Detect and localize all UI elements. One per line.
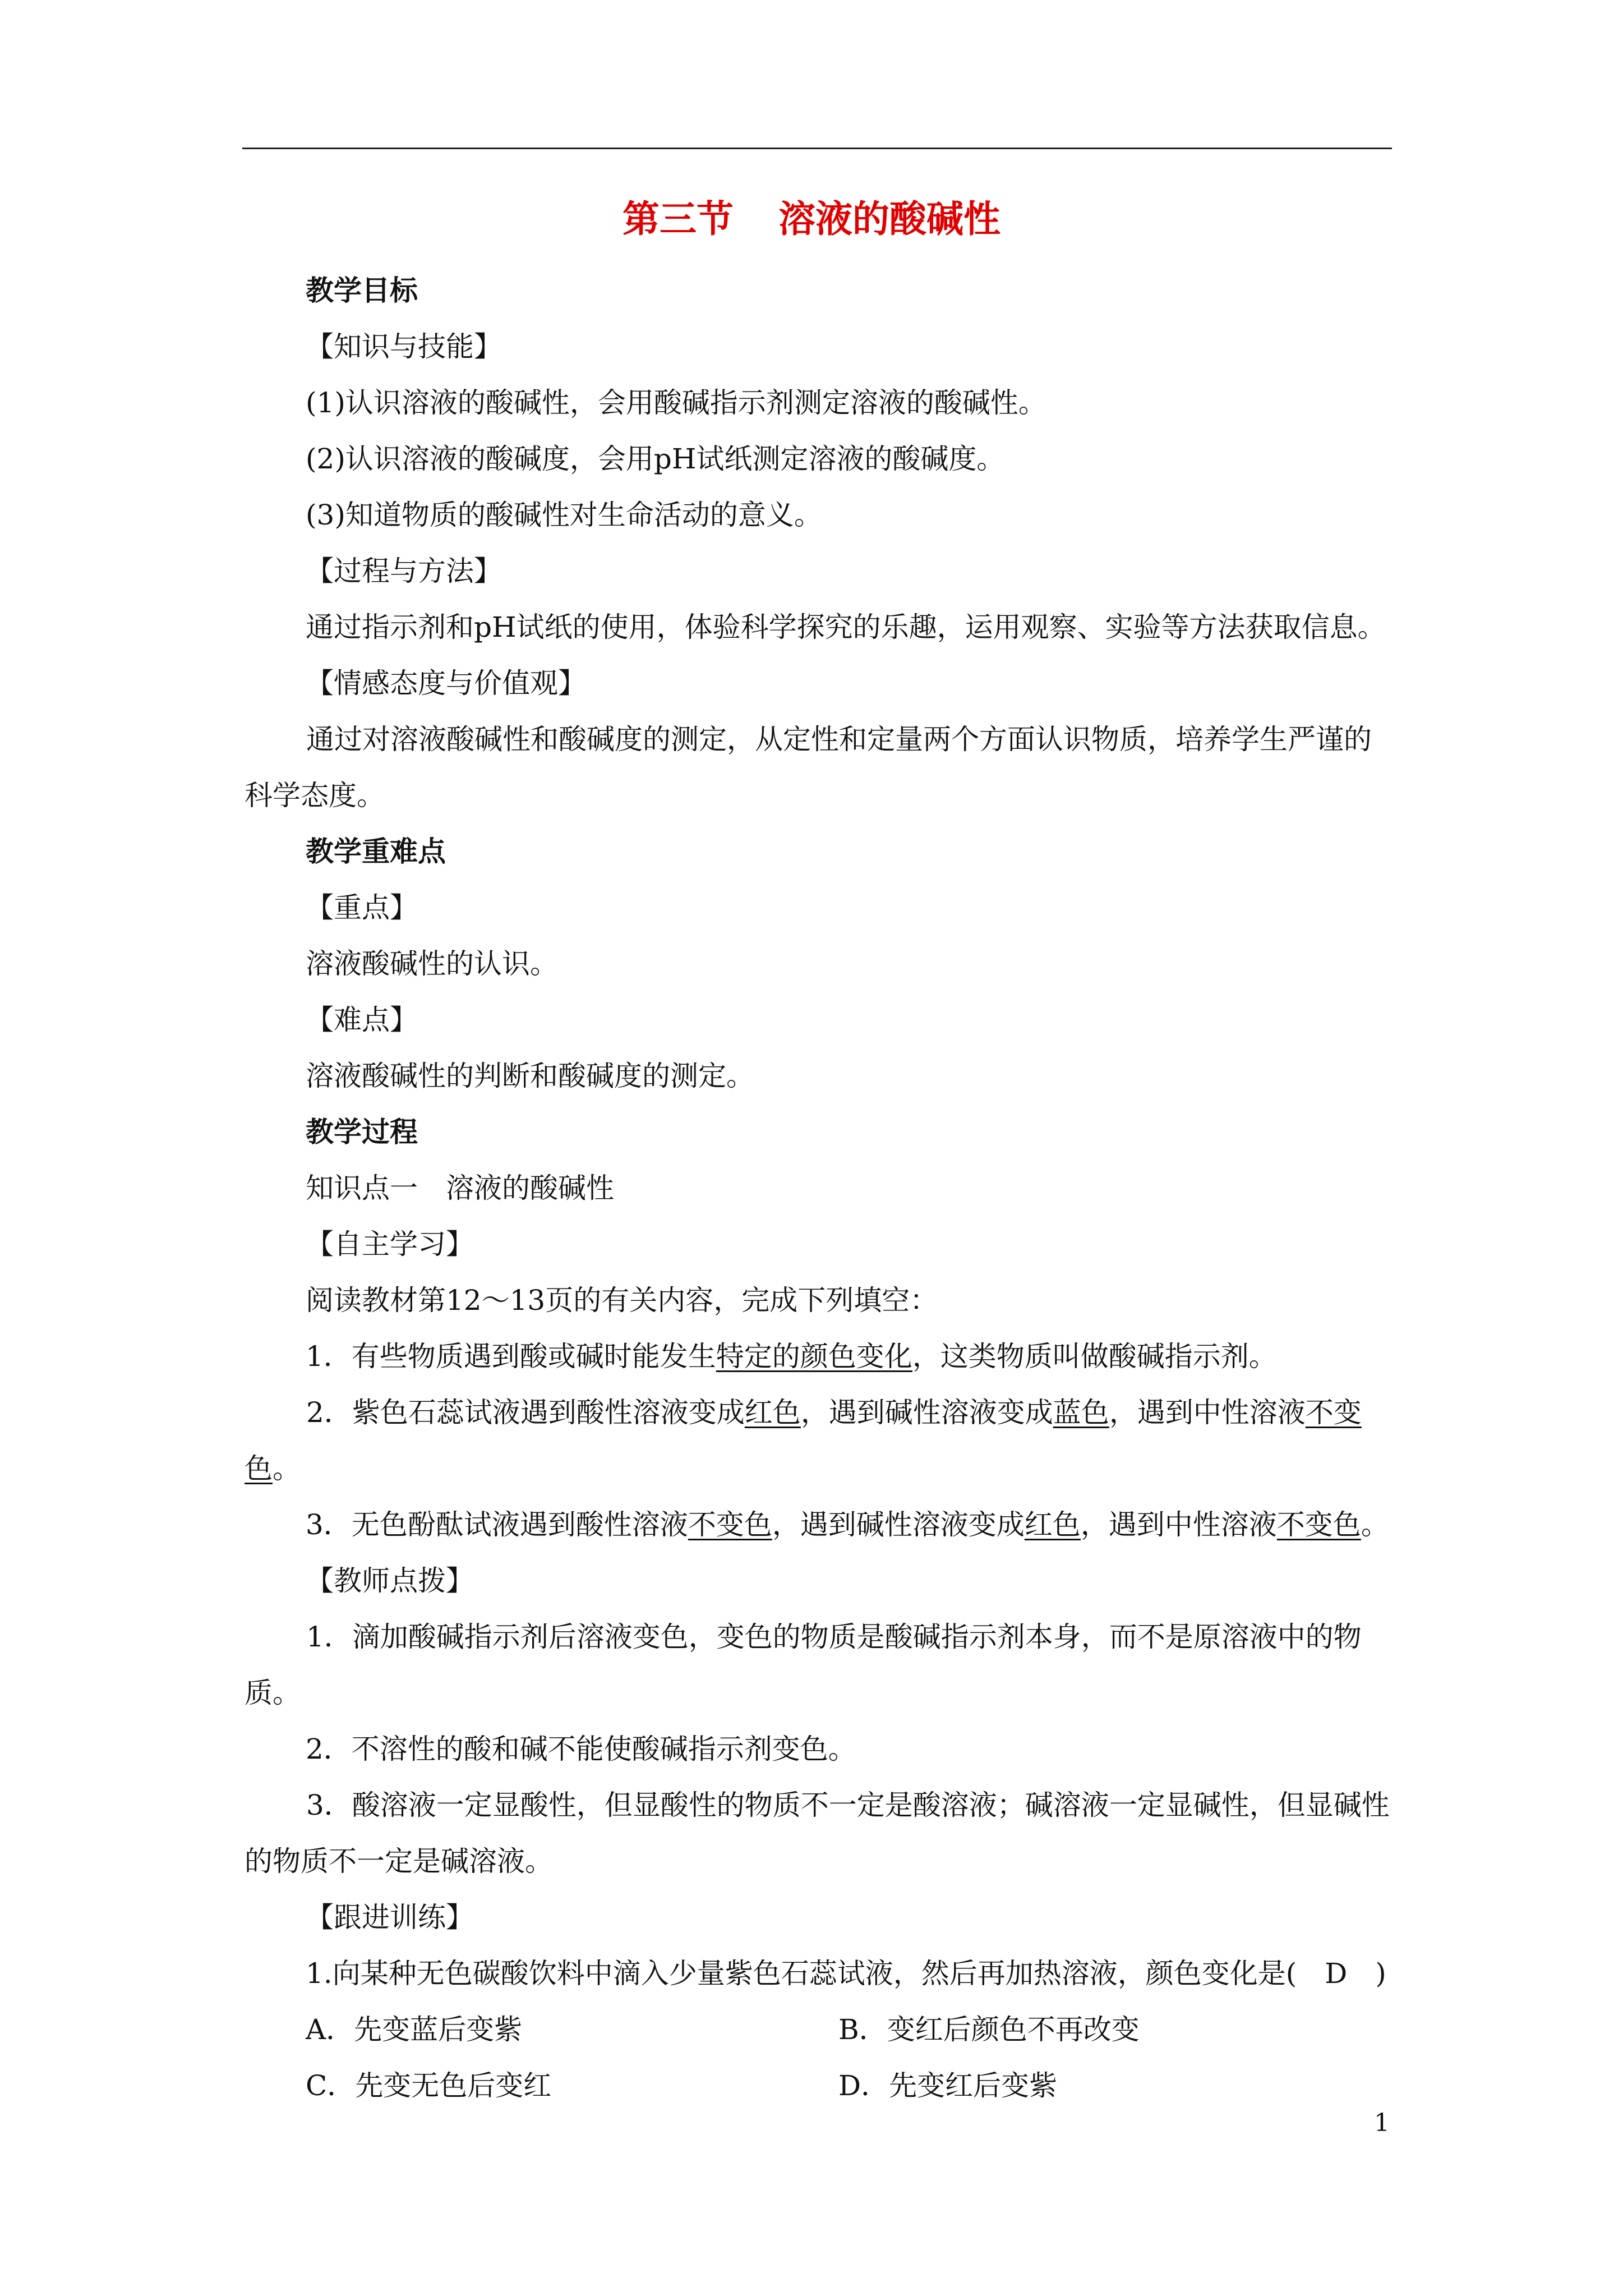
- emotion-heading: 【情感态度与价值观】: [306, 667, 586, 700]
- fill-answer: 红色: [744, 1396, 801, 1429]
- objectives-heading: 教学目标: [306, 274, 418, 307]
- fill-item-2-c: ，遇到中性溶液: [1109, 1396, 1306, 1429]
- fill-answer: 不变色: [1276, 1508, 1361, 1541]
- key-heading: 【重点】: [306, 891, 418, 924]
- fill-item-2-d: 。: [273, 1452, 301, 1485]
- title-section-number: 第三节: [623, 197, 734, 241]
- fill-item-3-a: 3．无色酚酞试液遇到酸性溶液: [306, 1508, 688, 1541]
- fill-item-3-d: 。: [1361, 1508, 1389, 1541]
- fill-item-2-a: 2．紫色石蕊试液遇到酸性溶液变成: [306, 1396, 745, 1429]
- fill-item-1: [306, 1337, 1277, 1376]
- teacher-tip-3: 3．酸溶液一定显酸性，但显酸性的物质不一定是酸溶液；碱溶液一定显碱性，但显碱性的物质不一定是碱溶液。: [245, 1789, 1390, 1878]
- fill-answer: 特定的颜色变化: [716, 1340, 912, 1373]
- fill-item-3-c: ，遇到中性溶液: [1080, 1508, 1277, 1541]
- knowledge-item-2: (2)认识溶液的酸碱度，会用pH试纸测定溶液的酸碱度。: [306, 443, 1005, 475]
- option-a: A．先变蓝后变紫: [306, 2013, 523, 2046]
- difficult-heading: 【难点】: [306, 1004, 418, 1036]
- key-text: 溶液酸碱性的认识。: [306, 947, 558, 980]
- difficult-text: 溶液酸碱性的判断和酸碱度的测定。: [306, 1060, 754, 1092]
- practice-heading: 【跟进训练】: [306, 1901, 474, 1934]
- header-rule: [242, 148, 1392, 149]
- self-study-heading: 【自主学习】: [306, 1228, 474, 1260]
- teacher-tips-heading: 【教师点拨】: [306, 1565, 474, 1597]
- page-title: [0, 194, 1623, 244]
- knowledge-item-3: (3)知道物质的酸碱性对生命活动的意义。: [306, 499, 822, 531]
- title-topic: 溶液的酸碱性: [778, 197, 1000, 241]
- fill-item-3: [306, 1505, 1389, 1544]
- key-points-heading: 教学重难点: [306, 835, 446, 868]
- fill-answer: 不变色: [688, 1508, 772, 1541]
- option-d: D．先变红后变紫: [838, 2069, 1058, 2102]
- process-method-text: 通过指示剂和pH试纸的使用，体验科学探究的乐趣，运用观察、实验等方法获取信息。: [306, 611, 1386, 643]
- fill-answer: 不变色: [245, 1396, 1362, 1485]
- option-c: C．先变无色后变红: [306, 2069, 552, 2102]
- fill-item-1-pre: 1．有些物质遇到酸或碱时能发生: [306, 1340, 716, 1373]
- knowledge-point-1: 知识点一 溶液的酸碱性: [306, 1172, 614, 1204]
- fill-item-3-b: ，遇到碱性溶液变成: [772, 1508, 1025, 1541]
- teacher-tip-2: 2．不溶性的酸和碱不能使酸碱指示剂变色。: [306, 1733, 856, 1765]
- process-heading: 教学过程: [306, 1115, 418, 1148]
- reading-instruction: 阅读教材第12～13页的有关内容，完成下列填空：: [306, 1284, 938, 1317]
- practice-question-1: 1.向某种无色碳酸饮料中滴入少量紫色石蕊试液，然后再加热溶液，颜色变化是( D ): [306, 1957, 1386, 1990]
- fill-item-2: [245, 1384, 1392, 1497]
- teacher-tip-1: 1．滴加酸碱指示剂后溶液变色，变色的物质是酸碱指示剂本身，而不是原溶液中的物质。: [245, 1621, 1362, 1709]
- emotion-text: 通过对溶液酸碱性和酸碱度的测定，从定性和定量两个方面认识物质，培养学生严谨的科学态度。: [245, 723, 1372, 812]
- knowledge-heading: 【知识与技能】: [306, 330, 502, 363]
- fill-item-2-b: ，遇到碱性溶液变成: [800, 1396, 1053, 1429]
- fill-item-1-post: ，这类物质叫做酸碱指示剂。: [912, 1340, 1277, 1373]
- fill-answer: 红色: [1024, 1508, 1081, 1541]
- fill-answer: 蓝色: [1053, 1396, 1109, 1429]
- page-number: 1: [1374, 2109, 1390, 2137]
- knowledge-item-1: (1)认识溶液的酸碱性，会用酸碱指示剂测定溶液的酸碱性。: [306, 386, 1046, 419]
- process-method-heading: 【过程与方法】: [306, 555, 502, 587]
- option-b: B．变红后颜色不再改变: [838, 2013, 1140, 2046]
